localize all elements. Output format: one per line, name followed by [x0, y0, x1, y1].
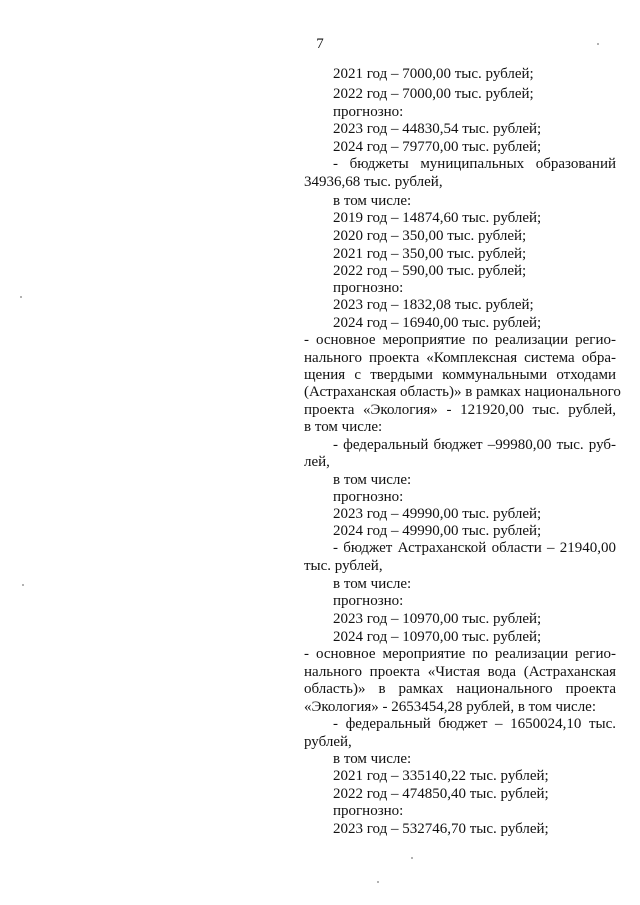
- text-line: нального проекта «Чистая вода (Астраханская: [304, 664, 616, 680]
- text-line: 2023 год – 532746,70 тыс. рублей;: [333, 821, 549, 837]
- text-line: нального проекта «Комплексная система обра-: [304, 350, 616, 366]
- text-line: (Астраханская область)» в рамках национального: [304, 384, 621, 400]
- text-line: «Экология» - 2653454,28 рублей, в том числе:: [304, 699, 597, 715]
- text-line: 2020 год – 350,00 тыс. рублей;: [333, 228, 527, 244]
- text-line: прогнозно:: [333, 280, 404, 296]
- scan-speck: [597, 43, 599, 45]
- scan-speck: [377, 881, 379, 883]
- scan-speck: [22, 584, 24, 586]
- text-line: 2021 год – 7000,00 тыс. рублей;: [333, 66, 534, 82]
- text-line: - основное мероприятие по реализации регио-: [304, 332, 616, 348]
- text-line: щения с твердыми коммунальными отходами: [304, 367, 616, 383]
- text-line: 2019 год – 14874,60 тыс. рублей;: [333, 210, 542, 226]
- text-line: 2024 год – 10970,00 тыс. рублей;: [333, 629, 542, 645]
- text-line: 34936,68 тыс. рублей,: [304, 174, 443, 190]
- text-line: в том числе:: [333, 751, 412, 767]
- text-line: 2024 год – 49990,00 тыс. рублей;: [333, 523, 542, 539]
- text-line: тыс. рублей,: [304, 558, 383, 574]
- text-line: прогнозно:: [333, 803, 404, 819]
- text-line: в том числе:: [333, 193, 412, 209]
- text-line: 2022 год – 474850,40 тыс. рублей;: [333, 786, 549, 802]
- text-line: прогнозно:: [333, 489, 404, 505]
- text-line: лей,: [304, 454, 330, 470]
- text-line: в том числе:: [333, 576, 412, 592]
- scan-speck: [411, 857, 413, 859]
- scan-speck: [20, 296, 22, 298]
- text-line: 2024 год – 79770,00 тыс. рублей;: [333, 139, 542, 155]
- text-line: проекта «Экология» - 121920,00 тыс. рублей,: [304, 402, 616, 418]
- text-line: прогнозно:: [333, 593, 404, 609]
- text-line: в том числе:: [333, 472, 412, 488]
- text-line: в том числе:: [304, 419, 383, 435]
- text-line: область)» в рамках национального проекта: [304, 681, 616, 697]
- text-line: 2023 год – 1832,08 тыс. рублей;: [333, 297, 534, 313]
- text-line: 2021 год – 350,00 тыс. рублей;: [333, 246, 527, 262]
- text-line: 2023 год – 10970,00 тыс. рублей;: [333, 611, 542, 627]
- text-line: 2022 год – 590,00 тыс. рублей;: [333, 263, 527, 279]
- text-line: - федеральный бюджет – 1650024,10 тыс.: [333, 716, 616, 732]
- page-number: 7: [316, 36, 324, 52]
- text-line: 2021 год – 335140,22 тыс. рублей;: [333, 768, 549, 784]
- text-line: 2023 год – 44830,54 тыс. рублей;: [333, 121, 542, 137]
- text-line: прогнозно:: [333, 104, 404, 120]
- text-line: 2022 год – 7000,00 тыс. рублей;: [333, 86, 534, 102]
- text-line: 2023 год – 49990,00 тыс. рублей;: [333, 506, 542, 522]
- text-line: - бюджеты муниципальных образований: [333, 156, 616, 172]
- text-line: 2024 год – 16940,00 тыс. рублей;: [333, 315, 542, 331]
- text-line: - федеральный бюджет –99980,00 тыс. руб-: [333, 437, 616, 453]
- text-line: рублей,: [304, 734, 352, 750]
- text-line: - основное мероприятие по реализации регио-: [304, 646, 616, 662]
- text-line: - бюджет Астраханской области – 21940,00: [333, 540, 616, 556]
